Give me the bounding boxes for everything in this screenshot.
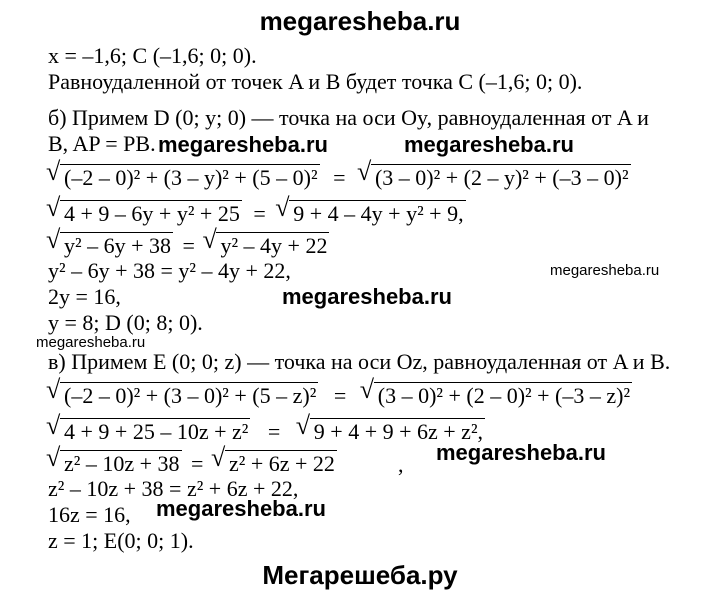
sqrt-right: √ 9 + 4 + 9 + 6z + z²,	[310, 418, 485, 445]
sqrt-left: √ 4 + 9 + 25 – 10z + z²	[60, 418, 250, 445]
equation-c-2	[48, 418, 485, 445]
equals-sign: =	[333, 165, 346, 190]
watermark-small-2: megaresheba.ru	[36, 334, 146, 351]
equals-sign: =	[253, 201, 266, 226]
equation-b-1	[48, 164, 631, 191]
equation-b-4: y² – 6y + 38 = y² – 4y + 22,	[48, 258, 291, 283]
text-line-equidistant-c: Равноудаленной от точек A и B будет точка C (–1,6; 0; 0).	[48, 69, 583, 94]
equation-b-5: 2y = 16,	[48, 284, 121, 309]
watermark-small-1: megaresheba.ru	[550, 262, 660, 279]
sqrt-left: √ y² – 6y + 38	[60, 232, 173, 259]
equation-c-5: 16z = 16,	[48, 502, 131, 527]
watermark-mid-4: megaresheba.ru	[436, 440, 606, 465]
sqrt-right: √ z² + 6z + 22	[225, 450, 337, 477]
equation-c-4: z² – 10z + 38 = z² + 6z + 22,	[48, 476, 299, 501]
text-part-c-intro: в) Примем E (0; 0; z) — точка на оси Oz, равноудаленная от A и B.	[48, 349, 671, 374]
equation-c-6: z = 1; E(0; 0; 1).	[48, 528, 194, 553]
watermark-top: megaresheba.ru	[259, 6, 461, 36]
equation-c-3	[48, 450, 337, 477]
stray-comma: ,	[398, 452, 404, 477]
sqrt-left: √ (–2 – 0)² + (3 – 0)² + (5 – z)²	[60, 382, 318, 409]
sqrt-right: √ (3 – 0)² + (2 – y)² + (–3 – 0)²	[371, 164, 631, 191]
watermark-bottom: Мегарешеба.ру	[262, 560, 458, 590]
text-part-b-ap-pb: B, AP = PB.	[48, 131, 156, 156]
equals-sign: =	[191, 451, 204, 476]
equals-sign: =	[182, 233, 195, 258]
sqrt-right: √ (3 – 0)² + (2 – 0)² + (–3 – z)²	[374, 382, 632, 409]
sqrt-left: √ (–2 – 0)² + (3 – y)² + (5 – 0)²	[60, 164, 320, 191]
sqrt-right: √ y² – 4y + 22	[216, 232, 329, 259]
text-line-x-value: x = –1,6; C (–1,6; 0; 0).	[48, 43, 257, 68]
watermark-mid-5: megaresheba.ru	[156, 496, 326, 521]
equals-sign: =	[267, 419, 281, 444]
equation-c-1	[48, 382, 632, 409]
sqrt-left: √ 4 + 9 – 6y + y² + 25	[60, 200, 242, 227]
sqrt-left: √ z² – 10z + 38	[60, 450, 182, 477]
watermark-mid-2: megaresheba.ru	[404, 132, 574, 157]
watermark-mid-3: megaresheba.ru	[282, 284, 452, 309]
text-part-b-intro: б) Примем D (0; y; 0) — точка на оси Oy, равноудаленная от A и	[48, 105, 649, 130]
equals-sign: =	[333, 383, 347, 408]
equation-b-3	[48, 232, 329, 259]
equation-b-6: y = 8; D (0; 8; 0).	[48, 310, 203, 335]
sqrt-right: √ 9 + 4 – 4y + y² + 9,	[289, 200, 465, 227]
watermark-mid-1: megaresheba.ru	[158, 132, 328, 157]
equation-b-2	[48, 200, 466, 227]
